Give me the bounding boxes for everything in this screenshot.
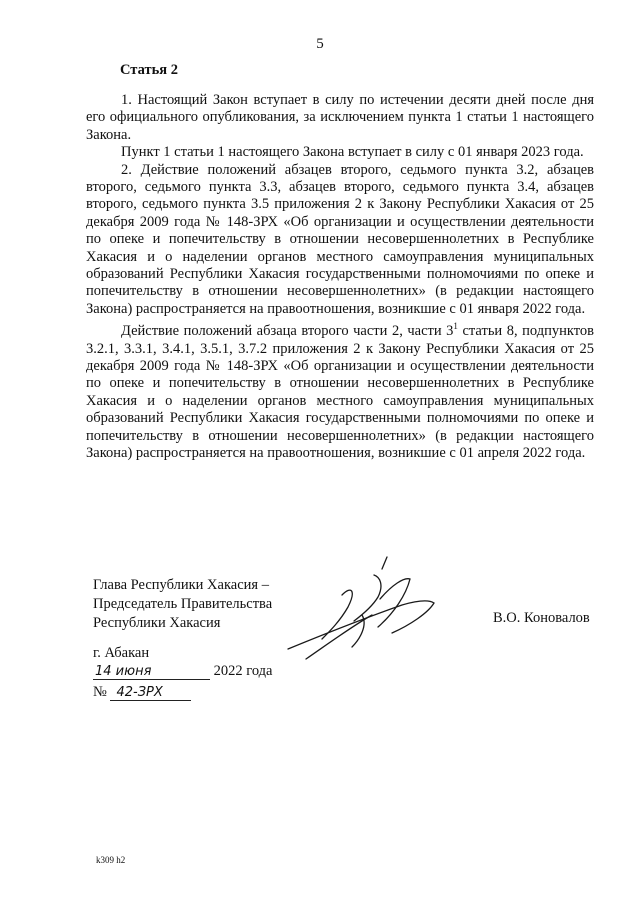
handwritten-law-number: 42-ЗРХ <box>110 685 191 701</box>
paragraph-3: 2. Действие положений абзацев второго, седьмого пункта 3.2, абзацев второго, седьмого пункта 3.3, абзацев второго, седьмого пункта 3.4, абзацев второго, седьмого пункта 3.5 приложения 2 к Закону Республики Хакасия от 25 декабря 2009 года № 148-ЗРХ «Об организации и осуществлении деятельности по опеке и попечительству в отношении несовершеннолетних в Республике Хакасия и о наделении органов местного самоуправления муниципальных образований Республики Хакасия государственными полномочиями по опеке и попечительству в отношении несовершеннолетних» (в редакции настоящего Закона) распространяется на правоотношения, возникшие с 01 января 2022 года. <box>86 161 594 317</box>
article-body <box>86 92 594 462</box>
signatory-line-1: Глава Республики Хакасия – <box>93 577 269 593</box>
article-heading: Статья 2 <box>120 62 178 78</box>
law-number-prefix: № <box>93 684 111 700</box>
date-year: 2022 года <box>210 663 273 679</box>
page-number: 5 <box>316 36 324 52</box>
paragraph-2: Пункт 1 статьи 1 настоящего Закона вступает в силу с 01 января 2023 года. <box>121 144 584 161</box>
paragraph-1: 1. Настоящий Закон вступает в силу по истечении десяти дней после дня его официального опубликования, за исключением пункта 1 статьи 1 настоящего Закона. <box>86 92 594 143</box>
paragraph-4-part-1: Действие положений абзаца второго части 2, части 3 <box>121 323 454 340</box>
handwritten-signature <box>282 555 452 665</box>
signatory-line-2: Председатель Правительства <box>93 596 273 612</box>
signatory-name: В.О. Коновалов <box>493 610 590 626</box>
signatory-title <box>93 576 272 633</box>
date-line <box>93 663 272 680</box>
footer-code: k309 h2 <box>96 855 126 865</box>
superscript: 1 <box>453 321 458 332</box>
law-number-line <box>93 684 191 701</box>
paragraph-4-part-2: статьи 8, подпунктов 3.2.1, 3.3.1, 3.4.1, 3.5.1, 3.7.2 приложения 2 к Закону Республики Хакасия от 25 декабря 2009 года № 148-ЗРХ «Об организации и осуществлении деятельности по опеке и попечительству в отношении несовершеннолетних в Республике Хакасия и о наделении органов местного самоуправления муниципальных образований Республики Хакасия государственными полномочиями по опеке и попечительству в отношении несовершеннолетних» (в редакции настоящего Закона) распространяется на правоотношения, возникшие с 01 апреля 2022 года. <box>86 323 594 461</box>
signatory-line-3: Республики Хакасия <box>93 615 221 631</box>
paragraph-4 <box>86 318 594 462</box>
handwritten-date: 14 июня <box>93 664 210 680</box>
place-of-signing: г. Абакан <box>93 645 150 661</box>
